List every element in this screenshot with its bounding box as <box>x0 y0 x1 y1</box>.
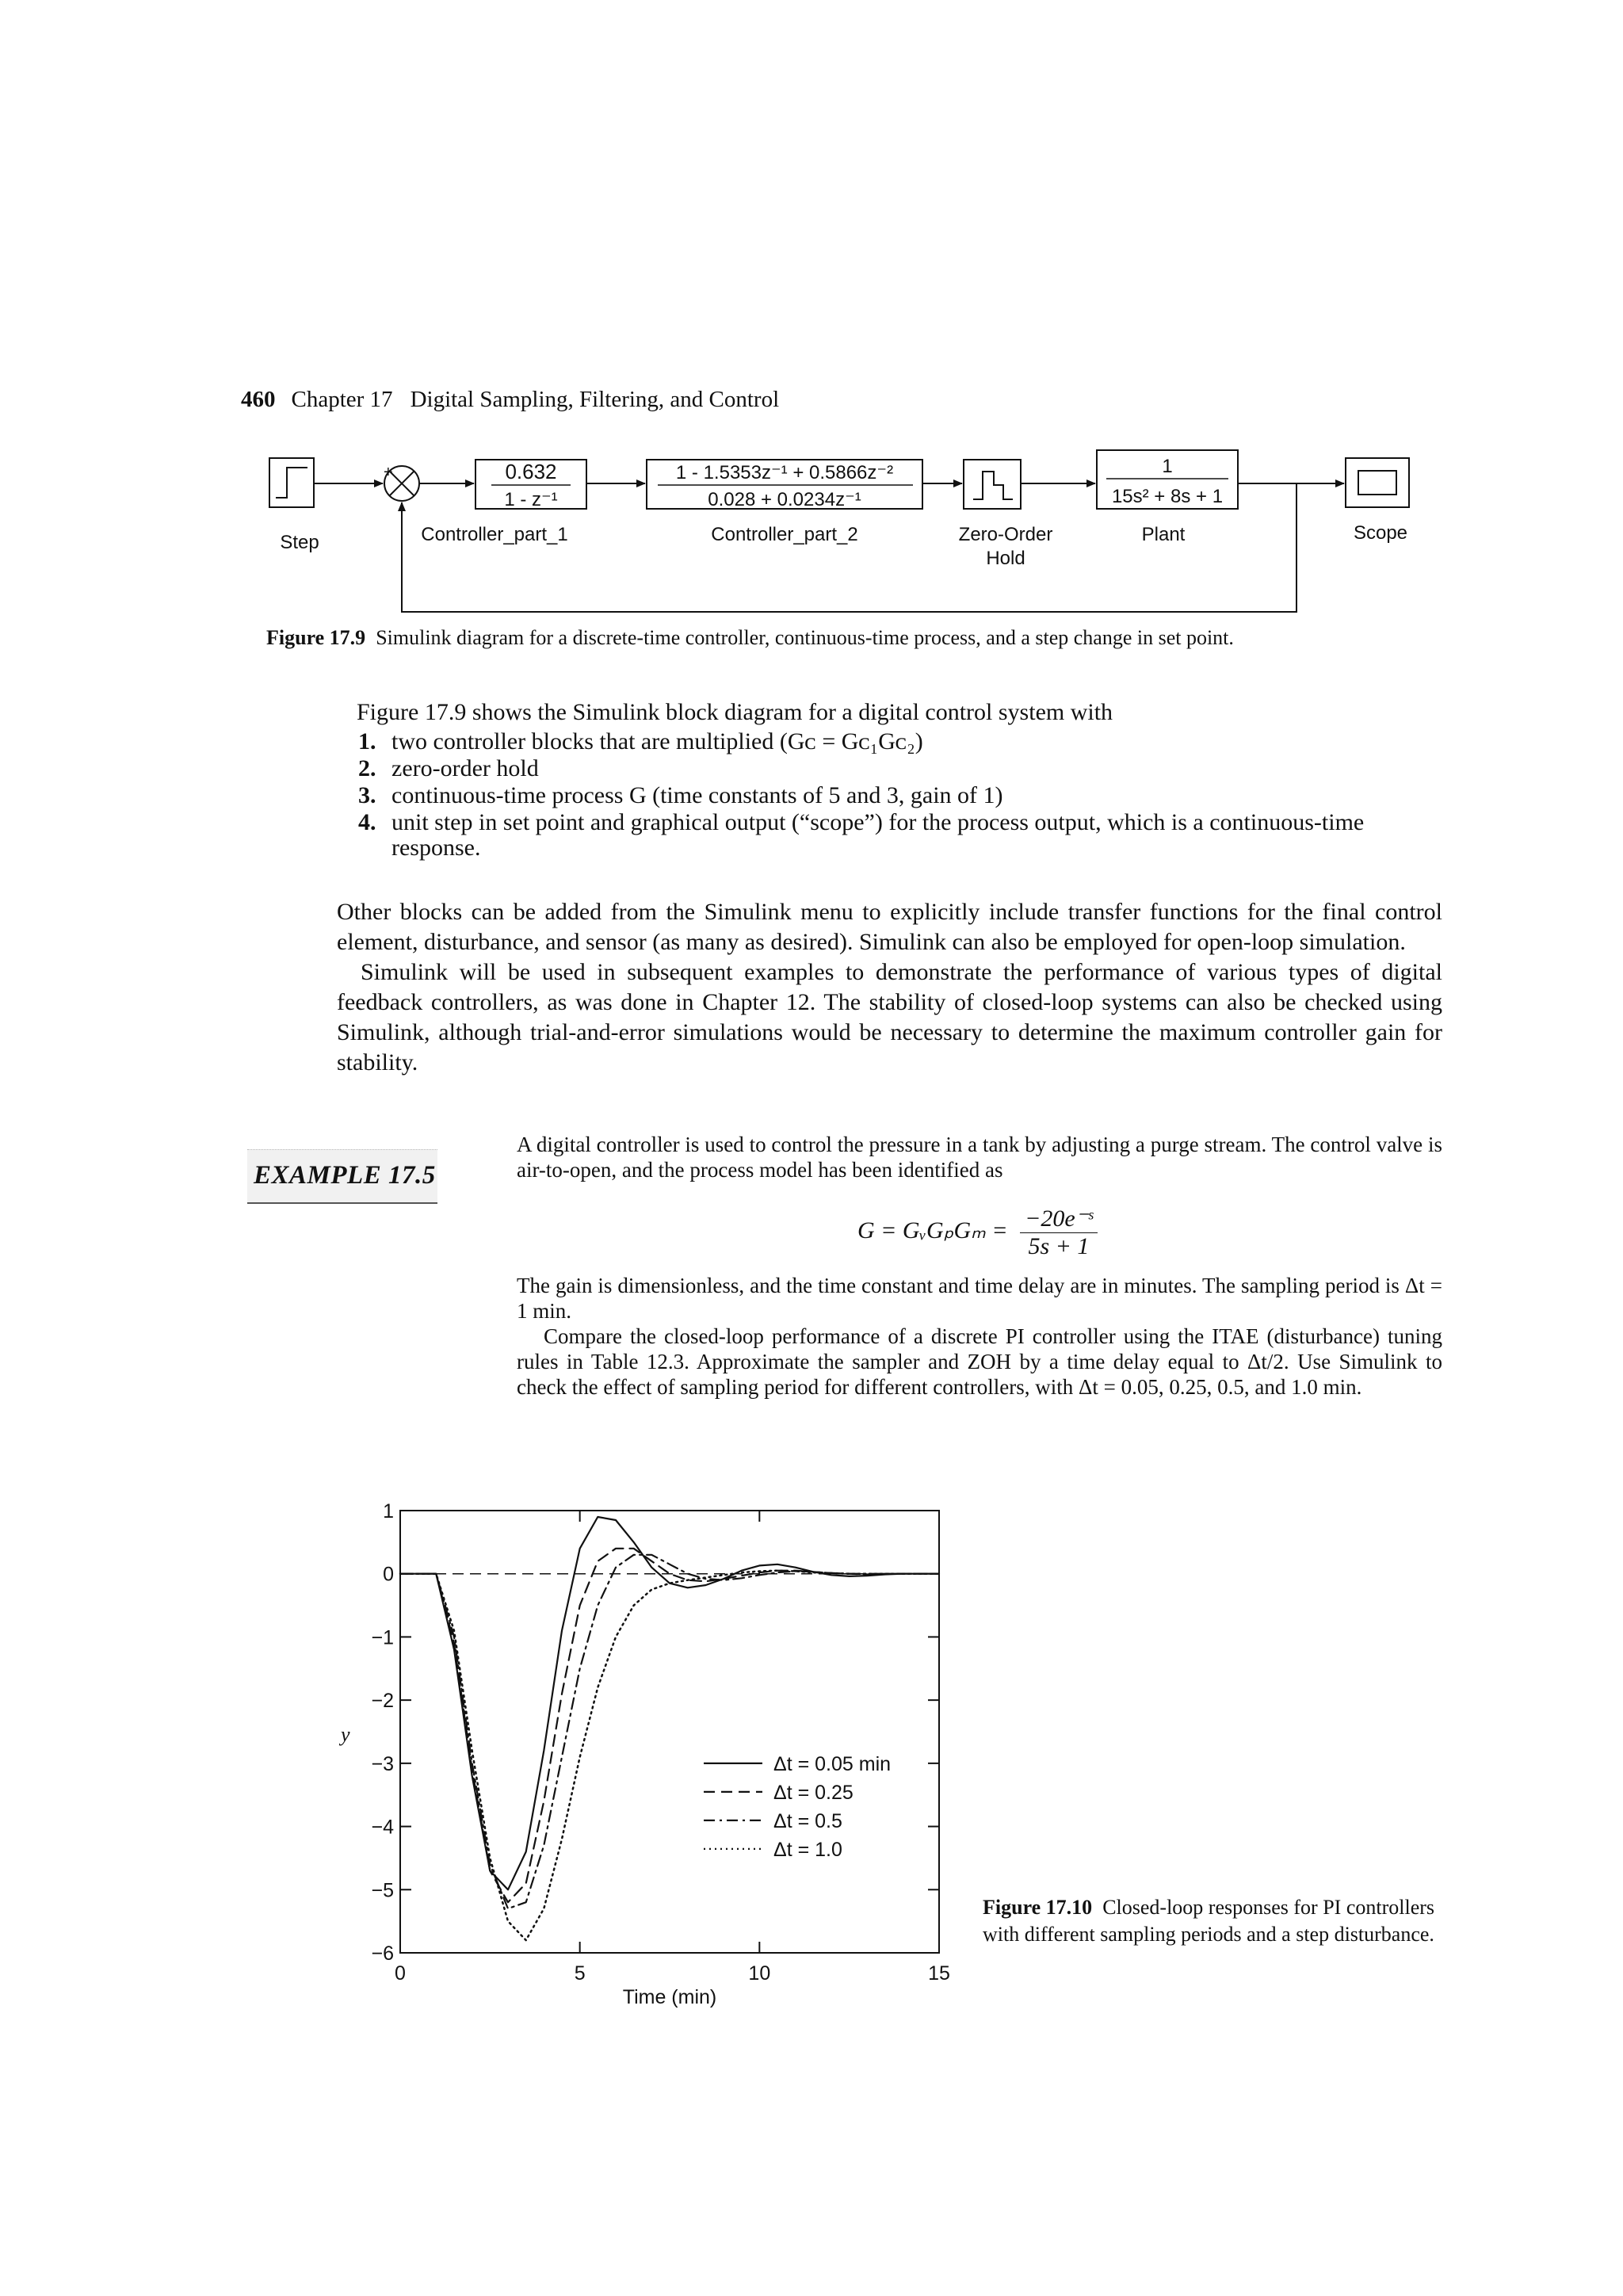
x-tick-label: 5 <box>574 1962 586 1985</box>
example-badge <box>247 1149 437 1204</box>
example-body <box>517 1273 1442 1400</box>
equation-fraction <box>1020 1205 1098 1260</box>
equation-lhs: G = GᵥGₚGₘ = <box>857 1217 1008 1244</box>
paragraph-other-blocks: Other blocks can be added from the Simulink menu to explicitly include transfer functions for the final control element, disturbance, and sensor (as many as desired). Simulink can also be employed for open-loop simulation. <box>337 899 1442 955</box>
figure-17-9-caption <box>266 625 1234 651</box>
controller-2-denominator: 0.028 + 0.0234z⁻¹ <box>708 489 861 510</box>
plot-frame <box>400 1511 939 1953</box>
running-head <box>241 387 779 413</box>
controller-1-label: Controller_part_1 <box>421 524 568 545</box>
zoh-label-line-2: Hold <box>986 548 1025 569</box>
y-tick-label: −1 <box>371 1626 394 1649</box>
controller-2-label: Controller_part_2 <box>711 524 858 545</box>
y-tick-label: −2 <box>371 1690 394 1713</box>
controller-1-numerator: 0.632 <box>505 460 557 483</box>
equation-numerator: −20e⁻ˢ <box>1020 1205 1098 1233</box>
list-item: 4. unit step in set point and graphical output (“scope”) for the process output, which is a continuous-time response. <box>358 809 1365 861</box>
paragraph-simulink-usage: Simulink will be used in subsequent examples to demonstrate the performance of various types of digital feedback controllers, as was done in Chapter 12. The stability of closed-loop systems can also be checked using Simulink, although trial-and-error simulations would be necessary to determine the maximum controller gain for stability. <box>337 959 1442 1075</box>
chapter-title: Digital Sampling, Filtering, and Control <box>410 387 780 412</box>
legend-label-2: Δt = 0.25 <box>773 1781 854 1804</box>
legend-label-3: Δt = 0.5 <box>773 1809 842 1832</box>
series-line-3 <box>400 1555 939 1908</box>
body-paragraphs <box>337 897 1442 1078</box>
list-item: 2. zero-order hold <box>358 755 539 781</box>
chapter-label: Chapter 17 <box>291 387 393 412</box>
zoh-icon <box>973 472 1013 499</box>
example-paragraph-sampling: The gain is dimensionless, and the time constant and time delay are in minutes. The sampling period is Δt = 1 min. <box>517 1274 1442 1323</box>
sum-plus-sign: + <box>384 464 393 481</box>
controller-2-numerator: 1 - 1.5353z⁻¹ + 0.5866z⁻² <box>675 462 894 483</box>
process-model-equation <box>857 1205 1098 1260</box>
legend-label-4: Δt = 1.0 <box>773 1838 842 1861</box>
scope-label: Scope <box>1353 522 1408 544</box>
plant-label: Plant <box>1141 524 1186 545</box>
step-icon <box>276 468 307 498</box>
plant-denominator: 15s² + 8s + 1 <box>1111 486 1224 507</box>
intro-paragraph: Figure 17.9 shows the Simulink block diagram for a digital control system with <box>357 699 1113 725</box>
feature-list <box>358 729 1442 862</box>
y-tick-label: −4 <box>371 1816 394 1839</box>
list-item: 3. continuous-time process G (time constants of 5 and 3, gain of 1) <box>358 782 1003 808</box>
figure-17-10-caption <box>983 1894 1458 1948</box>
x-tick-label: 10 <box>748 1962 771 1985</box>
x-tick-label: 0 <box>395 1962 406 1985</box>
y-tick-label: 0 <box>383 1563 394 1586</box>
zero-order-hold-block <box>964 460 1021 509</box>
figure-17-9-label: Figure 17.9 <box>266 626 366 649</box>
y-tick-label: −6 <box>371 1943 394 1965</box>
y-tick-label: 1 <box>383 1500 394 1522</box>
page-number: 460 <box>241 387 276 412</box>
y-tick-label: −5 <box>371 1879 394 1902</box>
scope-block <box>1346 458 1409 507</box>
y-tick-label: −3 <box>371 1752 394 1775</box>
legend-label-1: Δt = 0.05 min <box>773 1752 892 1775</box>
controller-1-denominator: 1 - z⁻¹ <box>504 489 558 510</box>
simulink-diagram <box>238 428 1426 622</box>
example-paragraph-compare: Compare the closed-loop performance of a discrete PI controller using the ITAE (disturbance) tuning rules in Table 12.3. Approximate the sampler and ZOH by a time delay equal to Δt/2. Use Simulink to check the effect of sampling period for different controllers, with Δt = 0.05, 0.25, 0.5, and 1.0 min. <box>517 1324 1442 1399</box>
closed-loop-response-chart <box>317 1482 967 2013</box>
list-item: 1. two controller blocks that are multiplied (Gᴄ = Gᴄ₁Gᴄ₂) <box>358 728 923 755</box>
scope-icon <box>1358 471 1396 495</box>
zoh-label-line-1: Zero-Order <box>958 524 1053 545</box>
x-tick-label: 15 <box>928 1962 950 1985</box>
example-intro: A digital controller is used to control the pressure in a tank by adjusting a purge stream. The control valve is air-to-open, and the process model has been identified as <box>517 1133 1442 1182</box>
y-axis-label: y <box>341 1722 350 1746</box>
figure-17-10-text: Closed-loop responses for PI controllers with different sampling periods and a step disturbance. <box>983 1896 1435 1946</box>
figure-17-10-label: Figure 17.10 <box>983 1896 1093 1919</box>
series-line-2 <box>400 1549 939 1902</box>
equation-denominator: 5s + 1 <box>1028 1233 1090 1259</box>
example-label: EXAMPLE 17.5 <box>254 1161 436 1190</box>
x-axis-label: Time (min) <box>622 1986 717 2008</box>
step-label: Step <box>280 532 319 553</box>
step-block <box>269 458 314 507</box>
plant-numerator: 1 <box>1162 456 1173 477</box>
figure-17-9-text: Simulink diagram for a discrete-time controller, continuous-time process, and a step change in set point. <box>376 626 1234 649</box>
